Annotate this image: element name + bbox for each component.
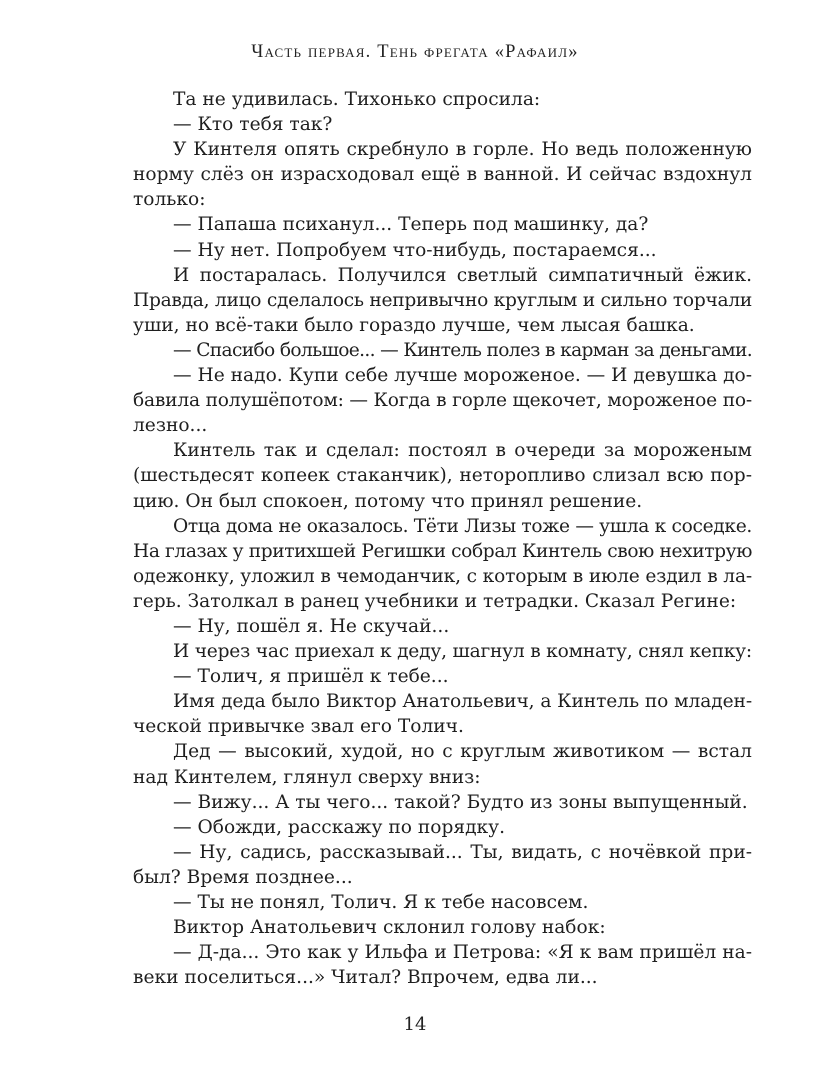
page-number: 14 <box>403 1014 427 1035</box>
text-line: ческой привычке звал его Толич. <box>133 716 464 738</box>
text-line: И через час приехал к деду, шагнул в комнату, снял кепку: <box>173 641 752 663</box>
text-line: (шестьдесят копеек стаканчик), неторопливо слизал всю пор- <box>133 465 752 487</box>
text-line: — Толич, я пришёл к тебе... <box>173 666 449 688</box>
text-line: У Кинтеля опять скребнуло в горле. Но ведь положенную <box>173 139 752 161</box>
text-line: — Ну нет. Попробуем что-нибудь, постараемся... <box>173 239 657 261</box>
text-line: Отца дома не оказалось. Тёти Лизы тоже — ушла к соседке. <box>173 515 753 537</box>
text-line: — Папаша психанул... Теперь под машинку, да? <box>173 214 649 236</box>
text-line: На глазах у притихшей Регишки собрал Кинтель свою нехитрую <box>133 540 753 562</box>
text-line: Кинтель так и сделал: постоял в очереди за мороженым <box>173 440 752 462</box>
text-line: — Кто тебя так? <box>173 114 333 136</box>
text-line: Виктор Анатольевич склонил голову набок: <box>173 917 606 939</box>
body-text <box>133 87 752 990</box>
text-line: — Не надо. Купи себе лучше мороженое. — И девушка до- <box>173 365 752 387</box>
text-line: — Обожди, расскажу по порядку. <box>173 816 506 838</box>
text-line: был? Время позднее... <box>133 866 353 888</box>
text-line: — Ну, пошёл я. Не скучай... <box>173 615 450 637</box>
text-line: над Кинтелем, глянул сверху вниз: <box>133 766 481 788</box>
text-line: — Спасибо большое... — Кинтель полез в карман за деньгами. <box>173 339 752 361</box>
text-line: уши, но всё-таки было гораздо лучше, чем лысая башка. <box>133 314 695 336</box>
text-line: — Ну, садись, рассказывай... Ты, видать, с ночёвкой при- <box>173 841 752 863</box>
text-line: только: <box>133 189 206 211</box>
text-line: лезно... <box>133 415 208 437</box>
text-line: — Д-да... Это как у Ильфа и Петрова: «Я к вам пришёл на- <box>173 942 752 964</box>
text-line: цию. Он был спокоен, потому что принял решение. <box>133 490 643 512</box>
text-line: одежонку, уложил в чемоданчик, с которым в июле ездил в ла- <box>133 565 753 587</box>
text-line: — Вижу... А ты чего... такой? Будто из зоны выпущенный. <box>173 791 748 813</box>
text-line: бавила полушёпотом: — Когда в горле щекочет, мороженое по- <box>133 390 752 412</box>
text-line: герь. Затолкал в ранец учебники и тетрадки. Сказал Регине: <box>133 590 737 612</box>
text-line: И постаралась. Получился светлый симпатичный ёжик. <box>173 264 752 286</box>
text-line: Правда, лицо сделалось непривычно круглым и сильно торчали <box>133 289 752 311</box>
text-line: Дед — высокий, худой, но с круглым животиком — встал <box>173 741 752 763</box>
running-head: Часть первая. Тень фрегата «Рафаил» <box>251 42 579 62</box>
text-line: — Ты не понял, Толич. Я к тебе насовсем. <box>173 892 589 913</box>
text-line: Имя деда было Виктор Анатольевич, а Кинтель по младен- <box>173 691 753 713</box>
text-line: норму слёз он израсходовал ещё в ванной. И сейчас вздохнул <box>133 164 752 186</box>
text-line: веки поселиться...» Читал? Впрочем, едва ли... <box>133 967 598 989</box>
text-line: Та не удивилась. Тихонько спросила: <box>173 89 541 110</box>
